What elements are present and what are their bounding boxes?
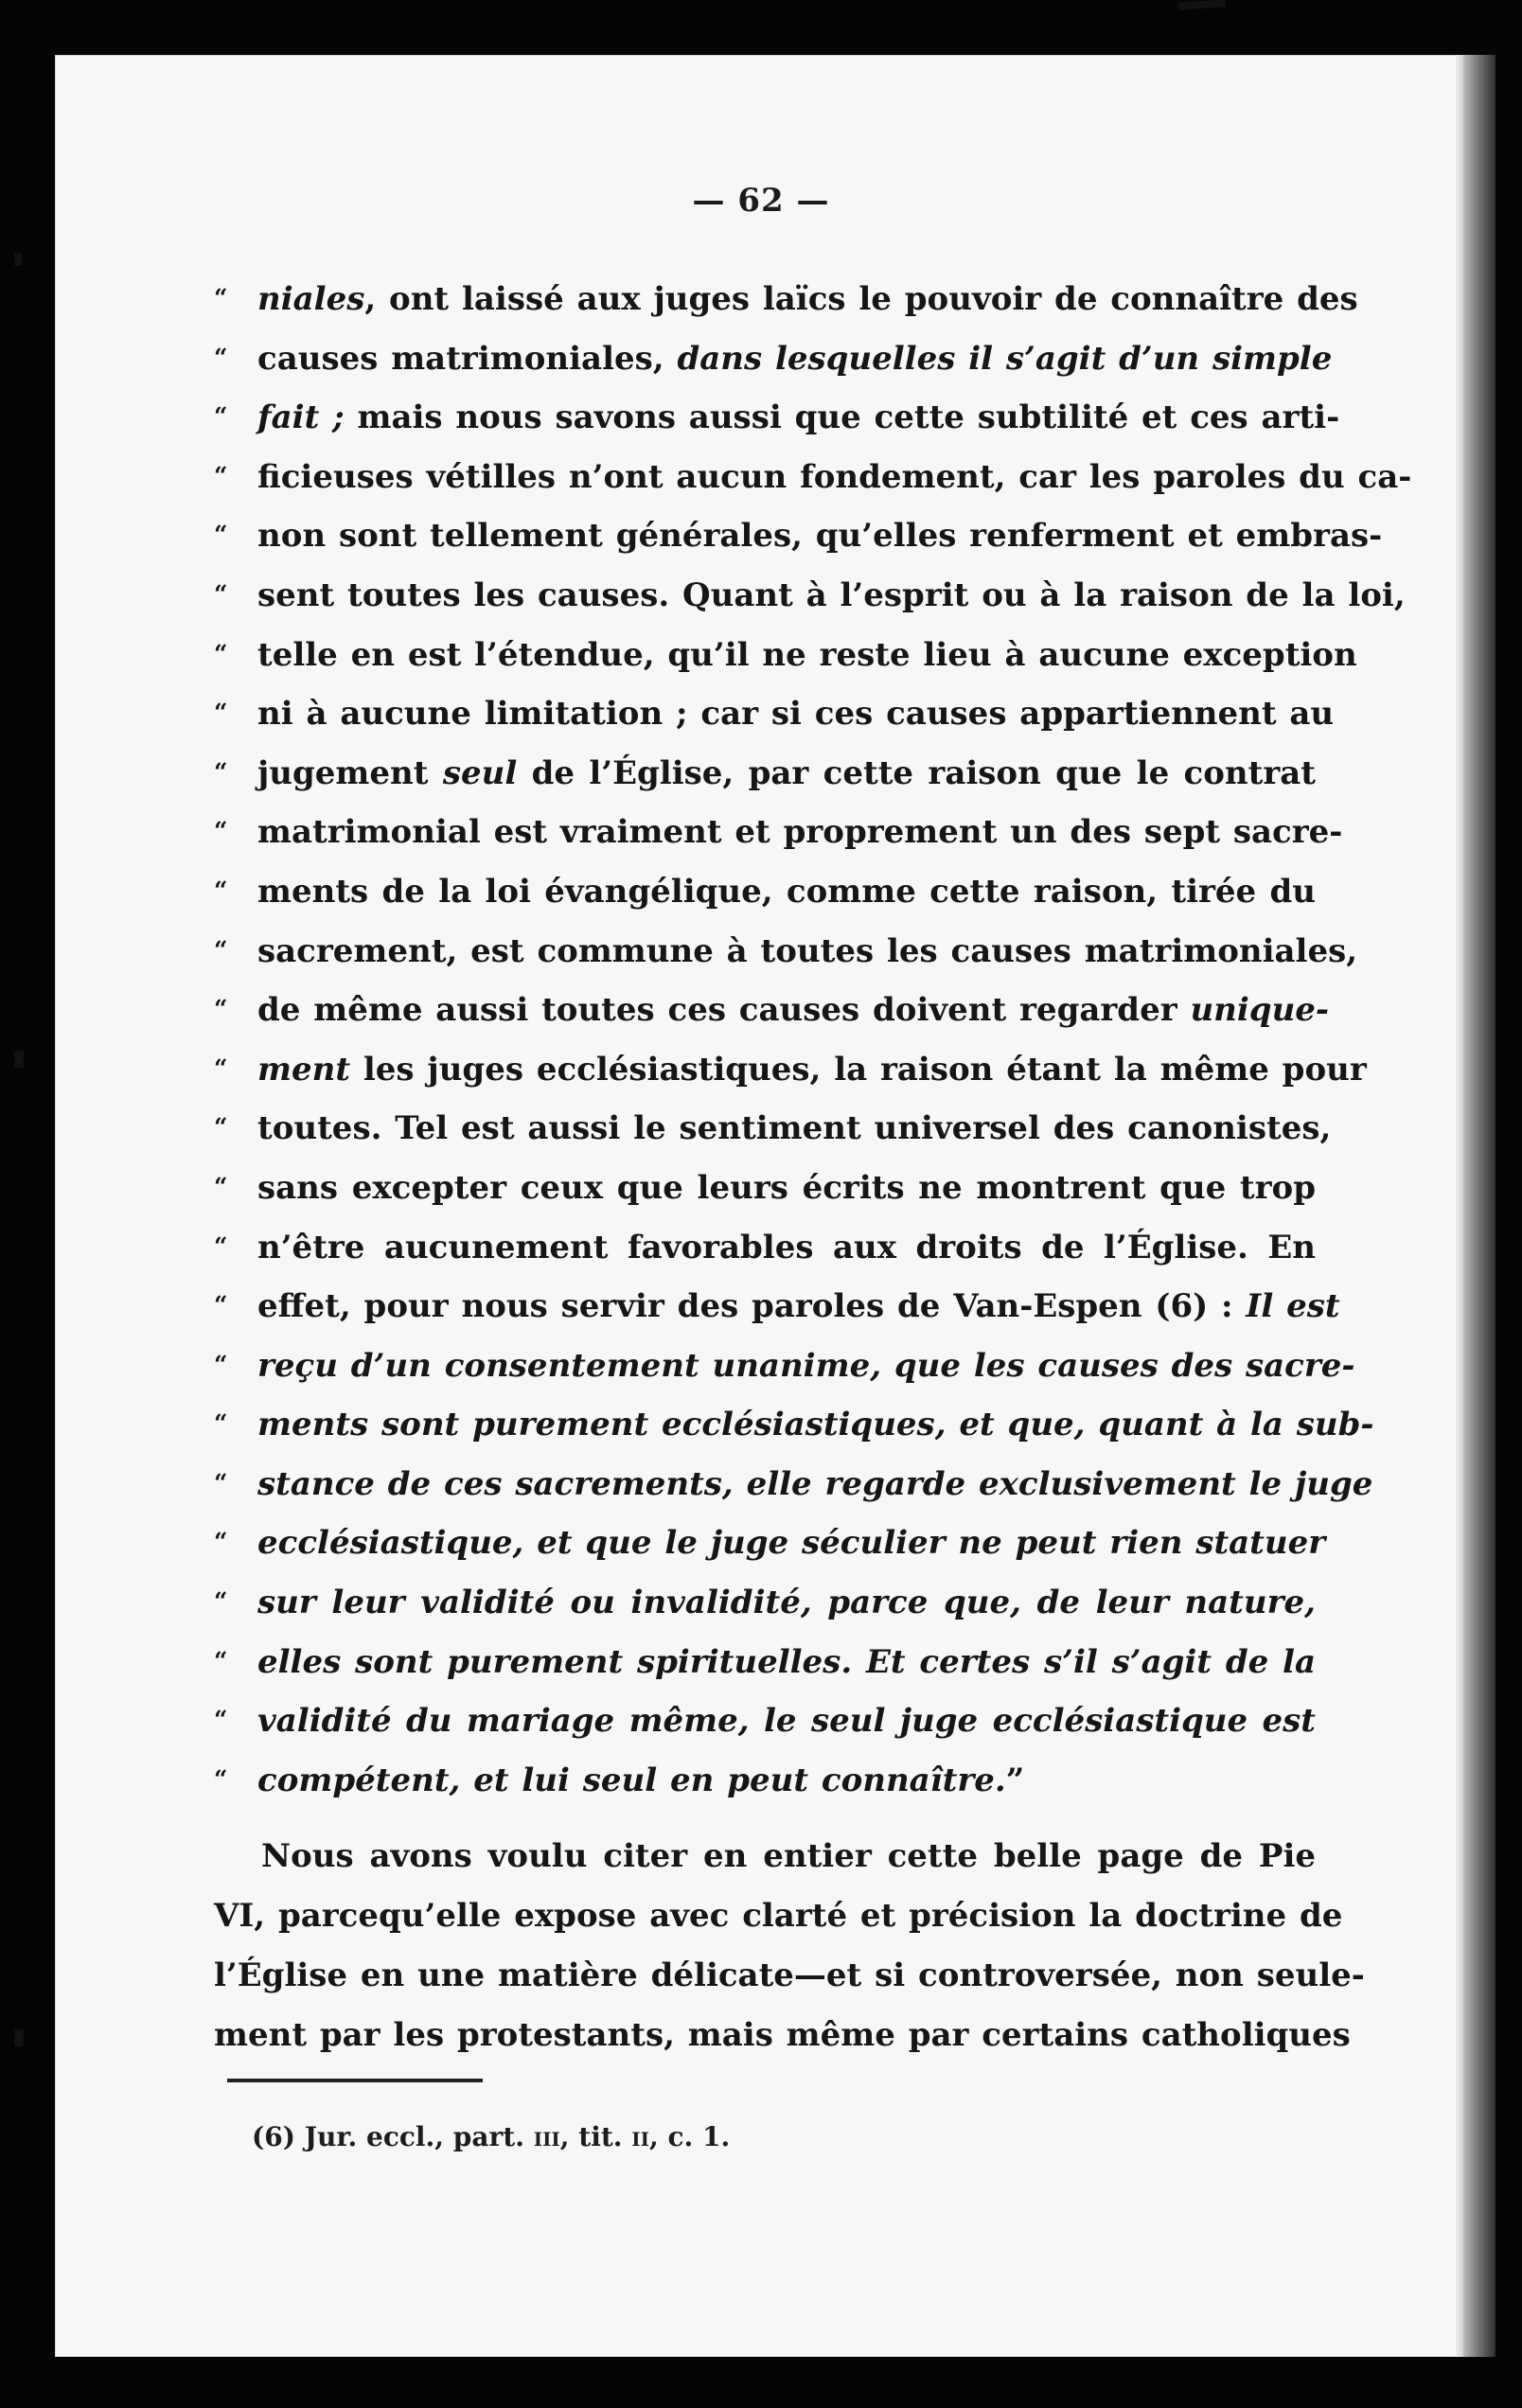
- quote-mark: “: [214, 1350, 228, 1378]
- quote-line: [214, 626, 1357, 685]
- quote-line: [214, 1573, 1316, 1633]
- quote-line: [214, 1099, 1332, 1159]
- quote-line: [214, 1691, 1316, 1751]
- quote-text: causes matrimoniales, dans lesquelles il s’agit d’un simple: [257, 339, 1333, 378]
- quote-mark: “: [214, 343, 228, 371]
- quote-mark: “: [214, 1113, 228, 1142]
- quote-text: sent toutes les causes. Quant à l’esprit ou à la raison de la loi,: [257, 575, 1406, 614]
- quote-text: compétent, et lui seul en peut connaître.”: [257, 1761, 1025, 1799]
- quote-line: [214, 1633, 1316, 1692]
- quote-text: ni à aucune limitation ; car si ces causes appartiennent au: [257, 695, 1335, 734]
- quote-text: de même aussi toutes ces causes doivent regarder unique-: [257, 991, 1330, 1030]
- quote-line: [214, 566, 1406, 626]
- quote-mark: “: [214, 1468, 228, 1496]
- quote-text: toutes. Tel est aussi le sentiment universel des canonistes,: [257, 1109, 1332, 1148]
- quote-text: sacrement, est commune à toutes les causes matrimoniales,: [257, 931, 1358, 970]
- quote-text: validité du mariage même, le seul juge ecclésiastique est: [257, 1702, 1316, 1741]
- quote-line: [214, 922, 1358, 982]
- quote-mark: “: [214, 402, 228, 431]
- quote-line: [214, 1751, 1316, 1811]
- quote-mark: “: [214, 995, 228, 1023]
- quote-line: [214, 1455, 1373, 1514]
- quote-mark: “: [214, 1587, 228, 1616]
- quote-line: [214, 1218, 1316, 1278]
- quote-text: matrimonial est vraiment et proprement un des sept sacre-: [257, 813, 1343, 852]
- quote-text: telle en est l’étendue, qu’il ne reste lieu à aucune exception: [257, 635, 1357, 674]
- scan-speck: [1178, 0, 1226, 10]
- book-spine: [1463, 55, 1495, 2357]
- scan-speck: [14, 2029, 24, 2046]
- quote-mark: “: [214, 935, 228, 964]
- paragraph-line: l’Église en une matière délicate—et si controversée, non seule-: [214, 1956, 1365, 1995]
- quoted-passage: [214, 270, 1412, 1810]
- paragraph: [214, 1827, 1365, 2065]
- quote-mark: “: [214, 699, 228, 727]
- quote-line: [214, 506, 1383, 566]
- page-text: [214, 270, 1412, 2065]
- quote-line: [214, 388, 1340, 448]
- quote-text: sans excepter ceux que leurs écrits ne montrent que trop: [257, 1168, 1316, 1207]
- quote-mark: “: [214, 817, 228, 845]
- scan-speck: [14, 1051, 24, 1068]
- quote-text: fait ; mais nous savons aussi que cette subtilité et ces arti-: [257, 398, 1340, 437]
- paragraph-line: Nous avons voulu citer en entier cette belle page de Pie: [261, 1837, 1316, 1876]
- footnote-rule: [227, 2079, 483, 2082]
- quote-line: [214, 684, 1335, 744]
- quote-line: [214, 448, 1412, 507]
- quote-text: jugement seul de l’Église, par cette raison que le contrat: [257, 753, 1317, 792]
- quote-text: ment les juges ecclésiastiques, la raison étant la même pour: [257, 1050, 1367, 1089]
- quote-line: [214, 981, 1330, 1040]
- quote-line: [214, 329, 1333, 389]
- quote-text: stance de ces sacrements, elle regarde exclusivement le juge: [257, 1464, 1373, 1503]
- page-number: — 62 —: [692, 182, 830, 220]
- paragraph-line: ment par les protestants, mais même par certains catholiques: [214, 2016, 1351, 2055]
- footnote: (6) Jur. eccl., part. iii, tit. ii, c. 1.: [252, 2121, 731, 2152]
- quote-mark: “: [214, 1764, 228, 1793]
- quote-line: [214, 862, 1316, 922]
- quote-mark: “: [214, 1054, 228, 1082]
- quote-text: niales, ont laissé aux juges laïcs le pouvoir de connaître des: [257, 280, 1358, 318]
- quote-mark: “: [214, 1291, 228, 1319]
- quote-text: non sont tellement générales, qu’elles renferment et embras-: [257, 517, 1383, 556]
- quote-line: [214, 1040, 1367, 1100]
- quote-mark: “: [214, 876, 228, 904]
- quote-line: [214, 1337, 1355, 1396]
- quote-mark: “: [214, 1231, 228, 1260]
- quote-mark: “: [214, 1528, 228, 1556]
- quote-mark: “: [214, 1706, 228, 1734]
- scan-speck: [14, 253, 22, 266]
- quote-line: [214, 270, 1358, 329]
- quote-mark: “: [214, 757, 228, 786]
- quote-text: ments de la loi évangélique, comme cette raison, tirée du: [257, 872, 1316, 911]
- quote-text: ments sont purement ecclésiastiques, et que, quant à la sub-: [257, 1406, 1374, 1444]
- quote-line: [214, 1395, 1374, 1455]
- quote-text: ecclésiastique, et que le juge séculier ne peut rien statuer: [257, 1524, 1326, 1563]
- quote-line: [214, 1277, 1340, 1337]
- quote-line: [214, 744, 1316, 804]
- quote-line: [214, 1514, 1326, 1573]
- quote-line: [214, 1159, 1316, 1218]
- quote-text: effet, pour nous servir des paroles de Van-Espen (6) : Il est: [257, 1287, 1340, 1326]
- quote-text: n’être aucunement favorables aux droits de l’Église. En: [257, 1228, 1316, 1266]
- quote-text: sur leur validité ou invalidité, parce que, de leur nature,: [257, 1584, 1316, 1622]
- quote-mark: “: [214, 461, 228, 489]
- quote-text: elles sont purement spirituelles. Et certes s’il s’agit de la: [257, 1642, 1316, 1681]
- quote-mark: “: [214, 284, 228, 311]
- quote-text: reçu d’un consentement unanime, que les causes des sacre-: [257, 1346, 1355, 1385]
- paragraph-line: VI, parcequ’elle expose avec clarté et précision la doctrine de: [214, 1897, 1343, 1936]
- quote-line: [214, 803, 1343, 862]
- quote-mark: “: [214, 521, 228, 549]
- quote-mark: “: [214, 1409, 228, 1438]
- quote-text: ficieuses vétilles n’ont aucun fondement, car les paroles du ca-: [257, 457, 1412, 496]
- quote-mark: “: [214, 579, 228, 608]
- quote-mark: “: [214, 1646, 228, 1674]
- quote-mark: “: [214, 1172, 228, 1200]
- quote-mark: “: [214, 639, 228, 667]
- page-edge: [1456, 55, 1463, 2357]
